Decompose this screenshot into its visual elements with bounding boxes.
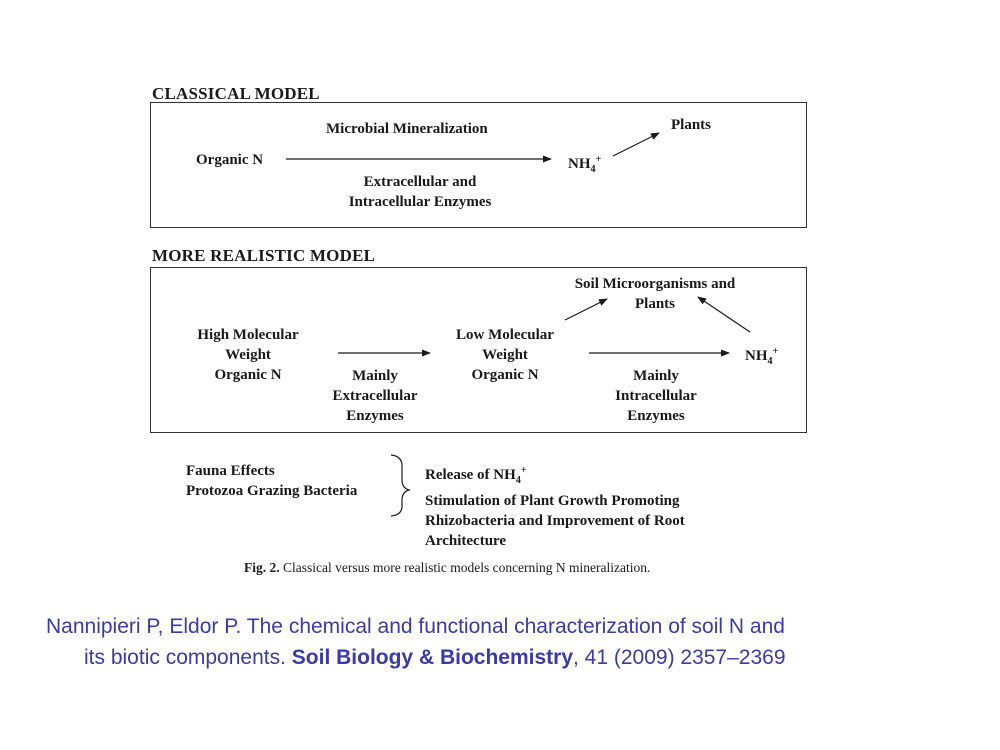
citation bbox=[46, 611, 986, 673]
realistic-nh4-sub: 4 bbox=[767, 356, 773, 367]
release-nh4-sub: 4 bbox=[515, 475, 521, 486]
classical-organic-n: Organic N bbox=[196, 152, 264, 168]
realistic-hmw-line2: Weight bbox=[225, 347, 271, 363]
classical-plants-arrow bbox=[613, 133, 659, 156]
realistic-model-heading: MORE REALISTIC MODEL bbox=[152, 246, 376, 265]
release-nh4 bbox=[425, 461, 685, 491]
realistic-micro-line2: Plants bbox=[634, 296, 675, 312]
realistic-extra-line2: Extracellular bbox=[332, 388, 418, 404]
classical-enzymes-line1: Extracellular and bbox=[363, 174, 477, 190]
rhizobacteria-line: Rhizobacteria and Improvement of Root bbox=[425, 513, 685, 529]
classical-nh4-base: NH bbox=[568, 156, 591, 172]
architecture-line: Architecture bbox=[425, 533, 507, 549]
realistic-hmw-line1: High Molecular bbox=[197, 327, 299, 343]
fauna-right-block bbox=[425, 461, 685, 551]
citation-line2-prefix: its biotic components. bbox=[84, 646, 286, 669]
stimulation-line: Stimulation of Plant Growth Promoting bbox=[425, 493, 680, 509]
classical-plants: Plants bbox=[671, 117, 712, 133]
realistic-intra-line2: Intracellular bbox=[615, 388, 697, 404]
realistic-hmw-line3: Organic N bbox=[214, 367, 282, 383]
protozoa-grazing: Protozoa Grazing Bacteria bbox=[186, 483, 358, 499]
realistic-nh4-sup: + bbox=[772, 346, 779, 357]
classical-nh4-sup: + bbox=[595, 154, 602, 165]
classical-nh4-sub: 4 bbox=[590, 164, 596, 175]
realistic-to-micro-arrow bbox=[565, 299, 607, 320]
realistic-lmw-line1: Low Molecular bbox=[456, 327, 554, 343]
realistic-micro-line1: Soil Microorganisms and bbox=[574, 276, 736, 292]
classical-mineralization-label: Microbial Mineralization bbox=[326, 121, 488, 137]
classical-enzymes-line2: Intracellular Enzymes bbox=[348, 194, 492, 210]
release-nh4-sup: + bbox=[520, 465, 527, 476]
realistic-lmw-line3: Organic N bbox=[471, 367, 539, 383]
realistic-intra-line1: Mainly bbox=[633, 368, 679, 384]
figure-caption-text: Classical versus more realistic models concerning N mineralization. bbox=[283, 560, 651, 575]
realistic-extra-line3: Enzymes bbox=[346, 408, 404, 424]
release-nh4-prefix: Release of NH bbox=[425, 467, 516, 483]
realistic-nh4-to-micro-arrow bbox=[698, 297, 750, 332]
realistic-intra-line3: Enzymes bbox=[627, 408, 685, 424]
figure-caption bbox=[244, 560, 650, 576]
realistic-extra-line1: Mainly bbox=[352, 368, 398, 384]
classical-model-heading: CLASSICAL MODEL bbox=[152, 84, 320, 103]
figure-number: Fig. 2. bbox=[244, 560, 280, 575]
citation-line1: Nannipieri P, Eldor P. The chemical and functional characterization of soil N and bbox=[46, 615, 785, 638]
realistic-lmw-line2: Weight bbox=[482, 347, 528, 363]
fauna-left-block bbox=[186, 461, 357, 501]
realistic-nh4-base: NH bbox=[745, 348, 768, 364]
citation-line2 bbox=[46, 642, 986, 673]
citation-details: , 41 (2009) 2357–2369 bbox=[573, 646, 786, 669]
fauna-effects: Fauna Effects bbox=[186, 463, 275, 479]
citation-journal: Soil Biology & Biochemistry bbox=[291, 646, 573, 669]
fauna-brace bbox=[391, 455, 409, 516]
